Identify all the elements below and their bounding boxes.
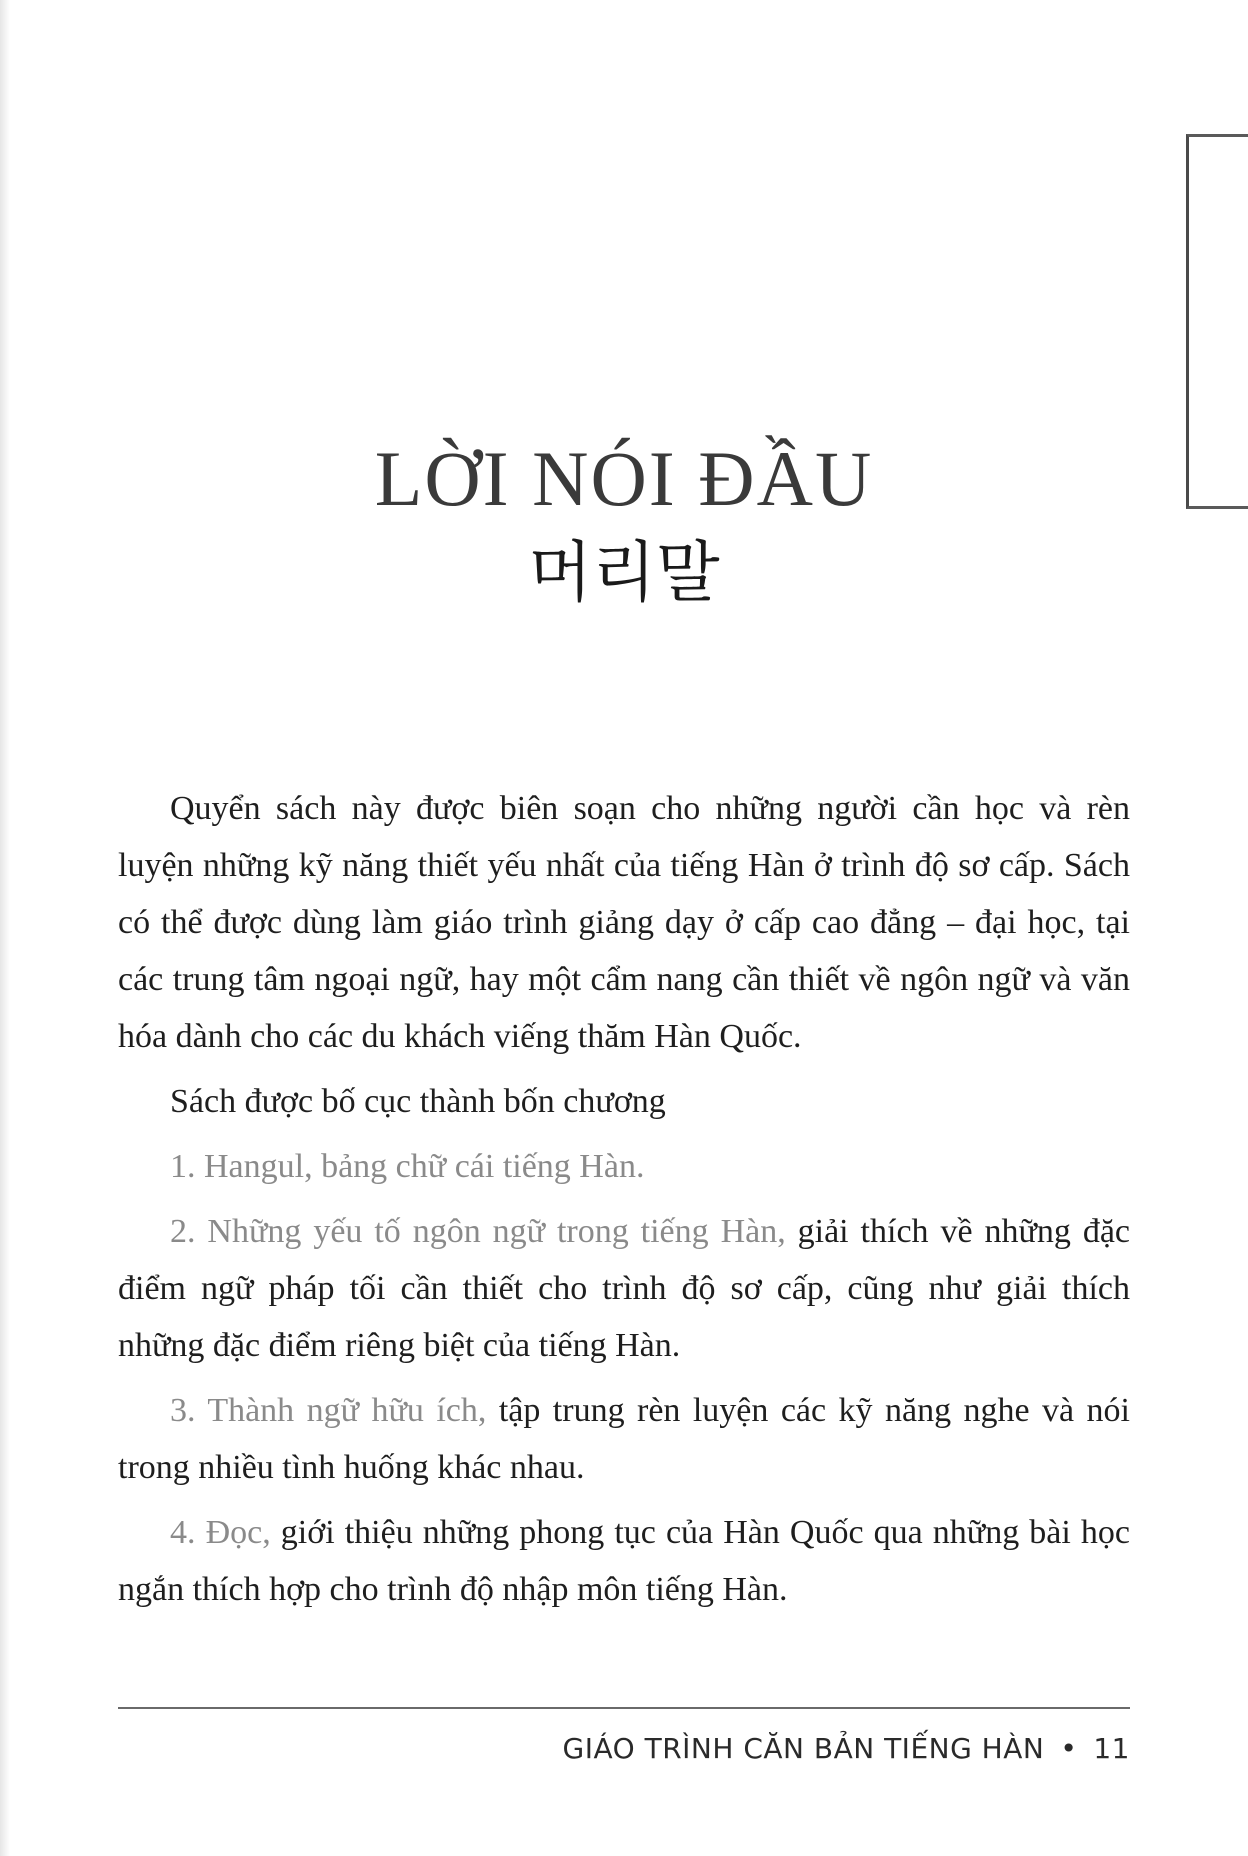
intro-paragraph: Quyển sách này được biên soạn cho những người cần học và rèn luyện những kỹ năng thiết yếu nhất của tiếng Hàn ở trình độ sơ cấp. Sách có thể được dùng làm giáo trình giảng dạy ở cấp cao đẳng – đại học, tại các trung tâm ngoại ngữ, hay một cẩm nang cần thiết về ngôn ngữ và văn hóa dành cho các du khách viếng thăm Hàn Quốc.	[118, 790, 1130, 1055]
page-edge	[0, 0, 10, 1856]
chapter-description: giới thiệu những phong tục của Hàn Quốc qua những bài học ngắn thích hợp cho trình độ nhập môn tiếng Hàn.	[118, 1514, 1130, 1608]
body-text	[118, 780, 1130, 1618]
structure-intro: Sách được bố cục thành bốn chương	[170, 1083, 666, 1120]
page-subtitle-korean: 머리말	[528, 534, 720, 611]
running-footer	[118, 1732, 1130, 1765]
chapter-description: giải thích về những đặc điểm ngữ pháp tối cần thiết cho trình độ sơ cấp, cũng như giải thích những đặc điểm riêng biệt của tiếng Hàn.	[118, 1213, 1130, 1364]
footer-rule	[118, 1707, 1130, 1709]
chapter-heading: 2. Những yếu tố ngôn ngữ trong tiếng Hàn,	[170, 1213, 786, 1250]
footer-book-title: GIÁO TRÌNH CĂN BẢN TIẾNG HÀN	[562, 1732, 1045, 1765]
chapter-description: tập trung rèn luyện các kỹ năng nghe và nói trong nhiều tình huống khác nhau.	[118, 1392, 1131, 1486]
chapter-item	[118, 1504, 1130, 1618]
chapter-heading: 4. Đọc,	[170, 1514, 271, 1551]
chapter-item	[118, 1203, 1130, 1374]
chapter-heading: 3. Thành ngữ hữu ích,	[170, 1392, 487, 1429]
chapter-heading: 1. Hangul, bảng chữ cái tiếng Hàn.	[170, 1148, 645, 1185]
chapter-item	[118, 1382, 1130, 1496]
footer-separator: •	[1060, 1732, 1078, 1765]
page-title: LỜI NÓI ĐẦU	[374, 435, 874, 522]
chapter-item	[118, 1138, 1130, 1195]
page-number: 11	[1093, 1732, 1130, 1765]
